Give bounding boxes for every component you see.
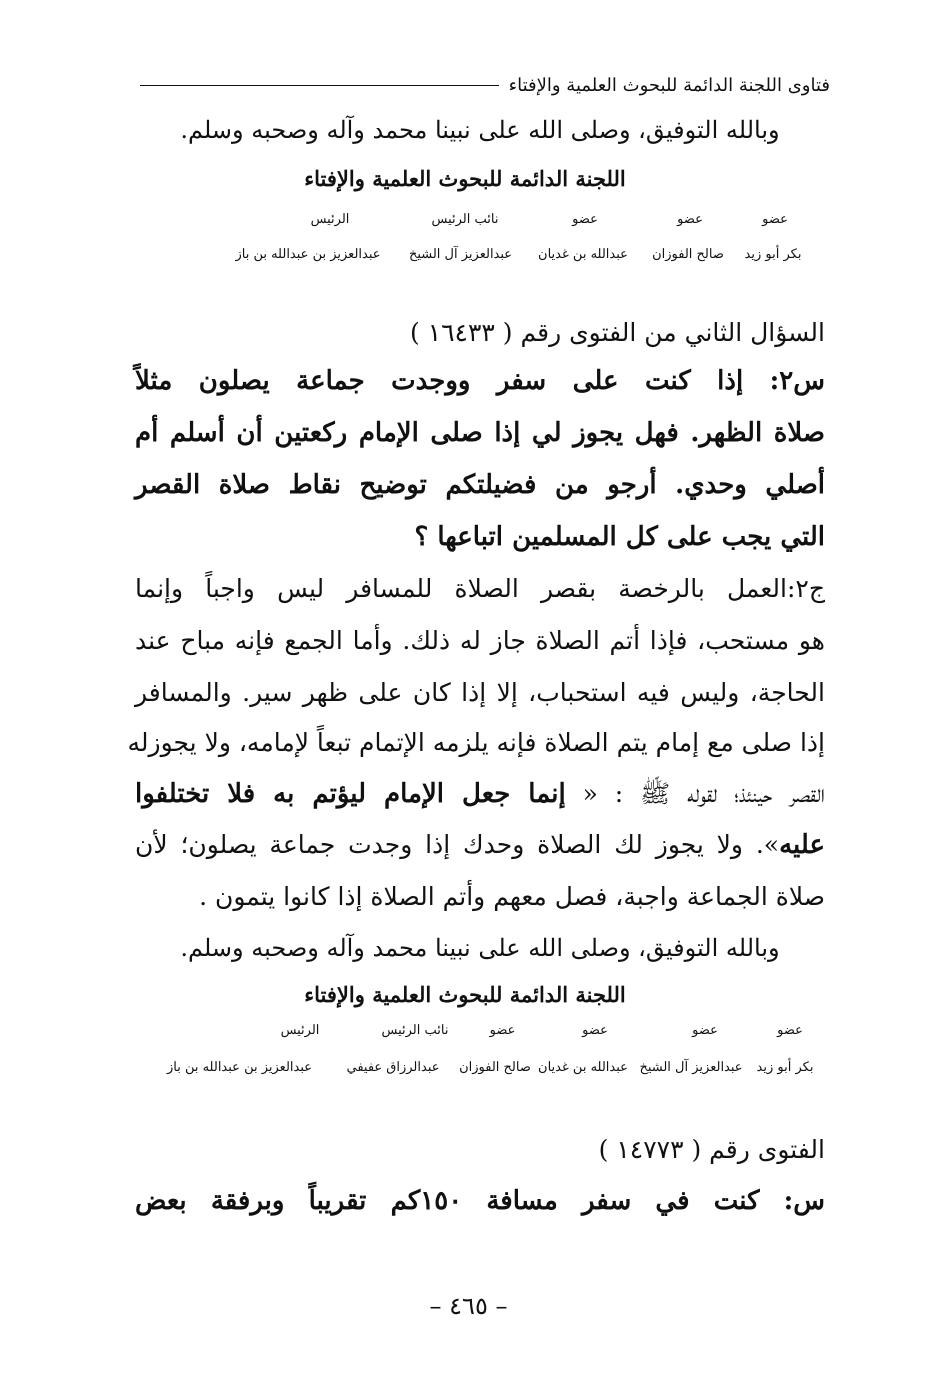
- signatory-role: عضو: [572, 212, 598, 227]
- signatory-name: عبدالعزيز بن عبدالله بن باز: [166, 1060, 313, 1075]
- question-line: أصلي وحدي. أرجو من فضيلتكم توضيح نقاط صلاة القصر: [135, 470, 825, 500]
- answer-line: ج٢:العمل بالرخصة بقصر الصلاة للمسافر ليس واجباً وإنما: [135, 574, 825, 603]
- signatory-name: صالح الفوزان: [652, 247, 724, 262]
- signatory-names-1: [158, 247, 813, 262]
- signatory-name: بكر أبو زيد: [744, 247, 802, 262]
- signatory-name: عبدالله بن غديان: [538, 1060, 628, 1075]
- signatory-name: عبدالعزيز بن عبدالله بن باز: [235, 247, 381, 262]
- fatwa-heading-16433: السؤال الثاني من الفتوى رقم ( ١٦٤٣٣ ): [409, 318, 825, 347]
- answer-line: صلاة الجماعة واجبة، فصل معهم وأتم الصلاة إذا كانوا يتمون .: [199, 882, 825, 911]
- signatory-roles-1: [200, 212, 810, 227]
- committee-title-2: اللجنة الدائمة للبحوث العلمية والإفتاء: [304, 982, 626, 1007]
- question-line: صلاة الظهر. فهل يجوز لي إذا صلى الإمام ركعتين أن أسلم أم: [135, 418, 825, 448]
- signatory-name: بكر أبو زيد: [756, 1060, 814, 1075]
- signatory-role: عضو: [692, 1023, 718, 1038]
- signatory-role: عضو: [762, 212, 788, 227]
- running-header: [140, 70, 830, 100]
- committee-title-1: اللجنة الدائمة للبحوث العلمية والإفتاء: [304, 166, 626, 191]
- header-title: فتاوى اللجنة الدائمة للبحوث العلمية والإفتاء: [508, 74, 830, 96]
- closing-line-1: وبالله التوفيق، وصلى الله على نبينا محمد وآله وصحبه وسلم.: [180, 116, 780, 144]
- signatory-name: صالح الفوزان: [459, 1060, 531, 1075]
- signatory-role: عضو: [489, 1023, 516, 1038]
- signatory-role: عضو: [777, 1023, 803, 1038]
- signatory-name: عبدالرزاق عفيفي: [346, 1060, 440, 1075]
- hadith-quote: إنما جعل الإمام ليؤتم به فلا تختلفوا: [135, 779, 566, 809]
- signatory-name: عبدالعزيز آل الشيخ: [639, 1060, 743, 1075]
- signatory-roles-2: [170, 1023, 820, 1038]
- header-rule: [140, 85, 499, 86]
- answer-text: القصر حينئذ؛ لقوله ﷺ : «: [582, 779, 825, 808]
- signatory-role: نائب الرئيس: [381, 1023, 449, 1038]
- fatwa-heading-14773: الفتوى رقم ( ١٤٧٧٣ ): [598, 1135, 825, 1164]
- answer-line: الحاجة، وليس فيه استحباب، إلا إذا كان على ظهر سير. والمسافر: [135, 678, 825, 707]
- page-number: – ٤٦٥ –: [429, 1292, 508, 1320]
- answer-line-hadith: [135, 778, 825, 815]
- question-line: س٢: إذا كنت على سفر ووجدت جماعة يصلون مثلاً: [135, 366, 825, 396]
- signatory-role: الرئيس: [280, 1023, 320, 1038]
- answer-text: ». ولا يجوز لك الصلاة وحدك إذا وجدت جماعة يصلون؛ لأن: [135, 830, 780, 859]
- closing-line-2: وبالله التوفيق، وصلى الله على نبينا محمد وآله وصحبه وسلم.: [180, 934, 780, 962]
- question-line: التي يجب على كل المسلمين اتباعها ؟: [414, 522, 825, 552]
- signatory-role: عضو: [677, 212, 703, 227]
- signatory-role: عضو: [582, 1023, 608, 1038]
- answer-line: هو مستحب، فإذا أتم الصلاة جاز له ذلك. وأما الجمع فإنه مباح عند: [135, 626, 825, 655]
- answer-line: إذا صلى مع إمام يتم الصلاة فإنه يلزمه الإتمام تبعاً لإمامه، ولا يجوزله: [127, 728, 825, 757]
- signatory-name: عبدالعزيز آل الشيخ: [408, 247, 513, 262]
- signatory-role: نائب الرئيس: [431, 212, 499, 227]
- answer-line-hadith-end: [135, 830, 825, 860]
- question-line: س: كنت في سفر مسافة ١٥٠كم تقريباً وبرفقة بعض: [135, 1186, 825, 1216]
- signatory-names-2: [128, 1060, 823, 1075]
- signatory-role: الرئيس: [310, 212, 350, 227]
- hadith-quote-end: عليه: [779, 830, 825, 860]
- signatory-name: عبدالله بن غديان: [538, 247, 628, 262]
